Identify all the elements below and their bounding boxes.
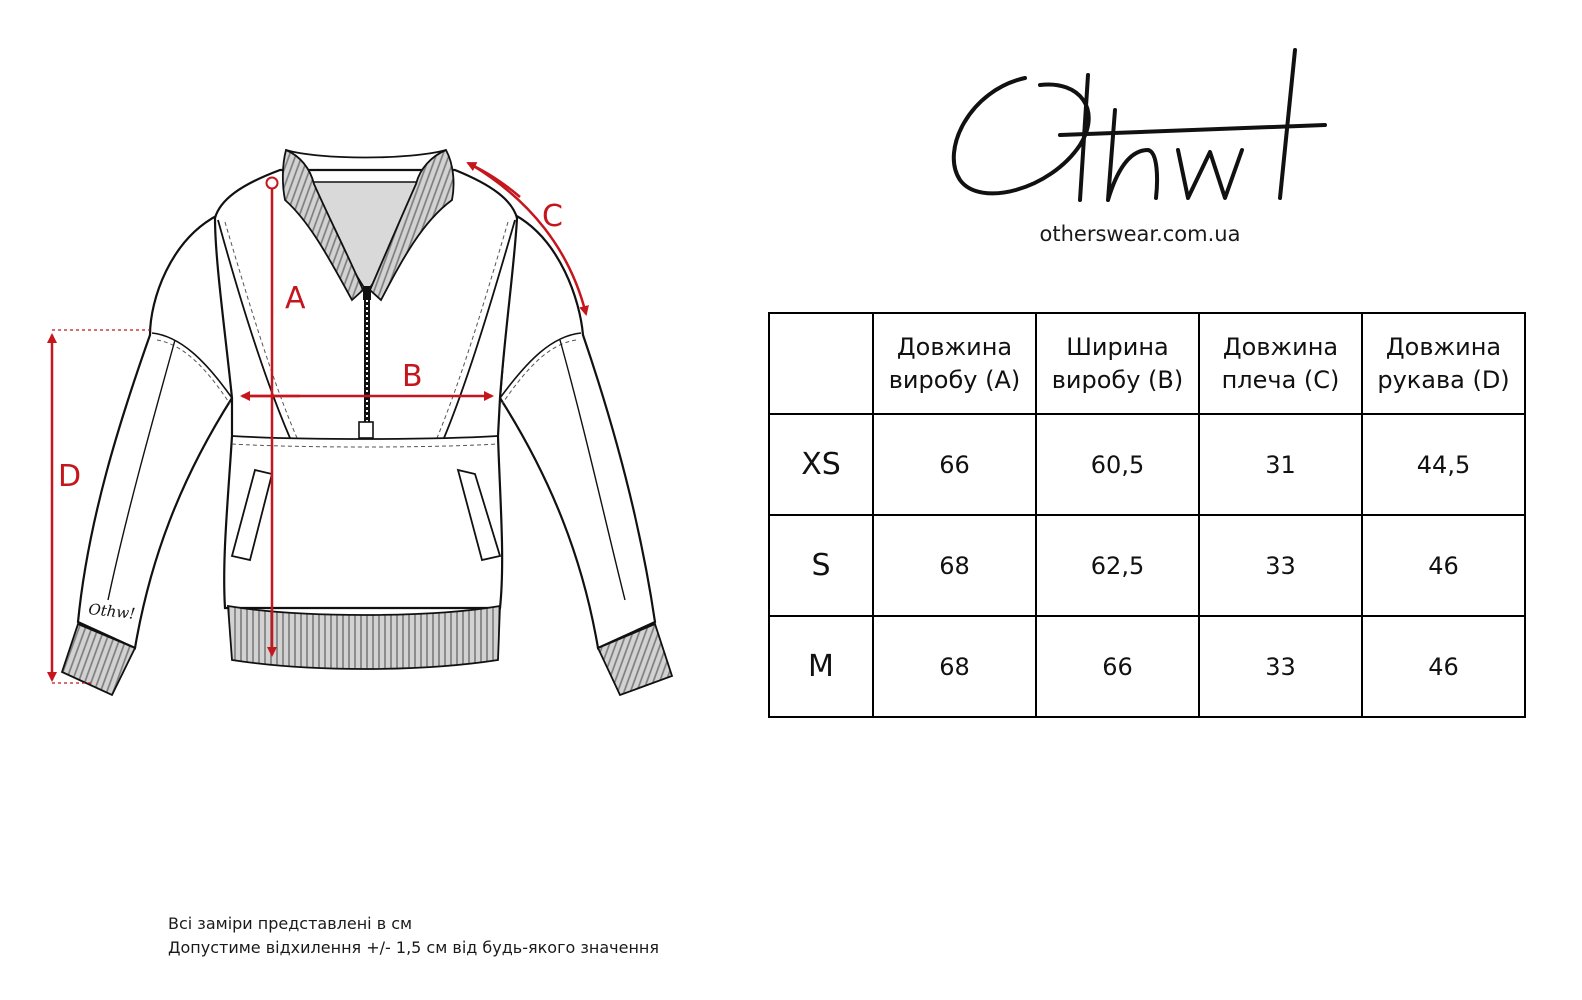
- column-header-length: Довжина виробу (А): [873, 313, 1036, 414]
- zipper-stop: [359, 422, 373, 438]
- column-header-width: Ширина виробу (В): [1036, 313, 1199, 414]
- label-c: C: [542, 199, 563, 234]
- column-header-shoulder: Довжина плеча (С): [1199, 313, 1362, 414]
- table-cell: 66: [873, 414, 1036, 515]
- label-d: D: [58, 459, 82, 494]
- table-row: [769, 616, 1525, 717]
- measurement-notes: [168, 912, 659, 960]
- table-row: [769, 515, 1525, 616]
- table-cell: 62,5: [1036, 515, 1199, 616]
- corner-cell: [769, 313, 873, 414]
- note-units: Всі заміри представлені в см: [168, 914, 413, 933]
- table-cell: 31: [1199, 414, 1362, 515]
- note-tolerance: Допустиме відхилення +/- 1,5 см від будь-якого значення: [168, 938, 659, 957]
- size-chart-table: [768, 312, 1526, 718]
- table-cell: 66: [1036, 616, 1199, 717]
- label-a: A: [285, 281, 306, 316]
- brand-logo: [930, 40, 1350, 220]
- size-label: XS: [769, 414, 873, 515]
- sleeve-logo: Othw!: [87, 600, 137, 623]
- website-url[interactable]: otherswear.com.ua: [1039, 222, 1241, 246]
- table-cell: 68: [873, 616, 1036, 717]
- table-row: [769, 414, 1525, 515]
- table-cell: 46: [1362, 616, 1525, 717]
- table-cell: 68: [873, 515, 1036, 616]
- hem-rib: [228, 606, 500, 669]
- size-label: M: [769, 616, 873, 717]
- table-cell: 60,5: [1036, 414, 1199, 515]
- table-cell: 33: [1199, 515, 1362, 616]
- left-sleeve: [78, 215, 232, 648]
- table-cell: 46: [1362, 515, 1525, 616]
- label-b: B: [402, 359, 423, 394]
- column-header-sleeve: Довжина рукава (D): [1362, 313, 1525, 414]
- table-cell: 44,5: [1362, 414, 1525, 515]
- table-cell: 33: [1199, 616, 1362, 717]
- table-header-row: [769, 313, 1525, 414]
- right-sleeve: [500, 215, 655, 648]
- size-label: S: [769, 515, 873, 616]
- garment-sketch: [0, 0, 720, 760]
